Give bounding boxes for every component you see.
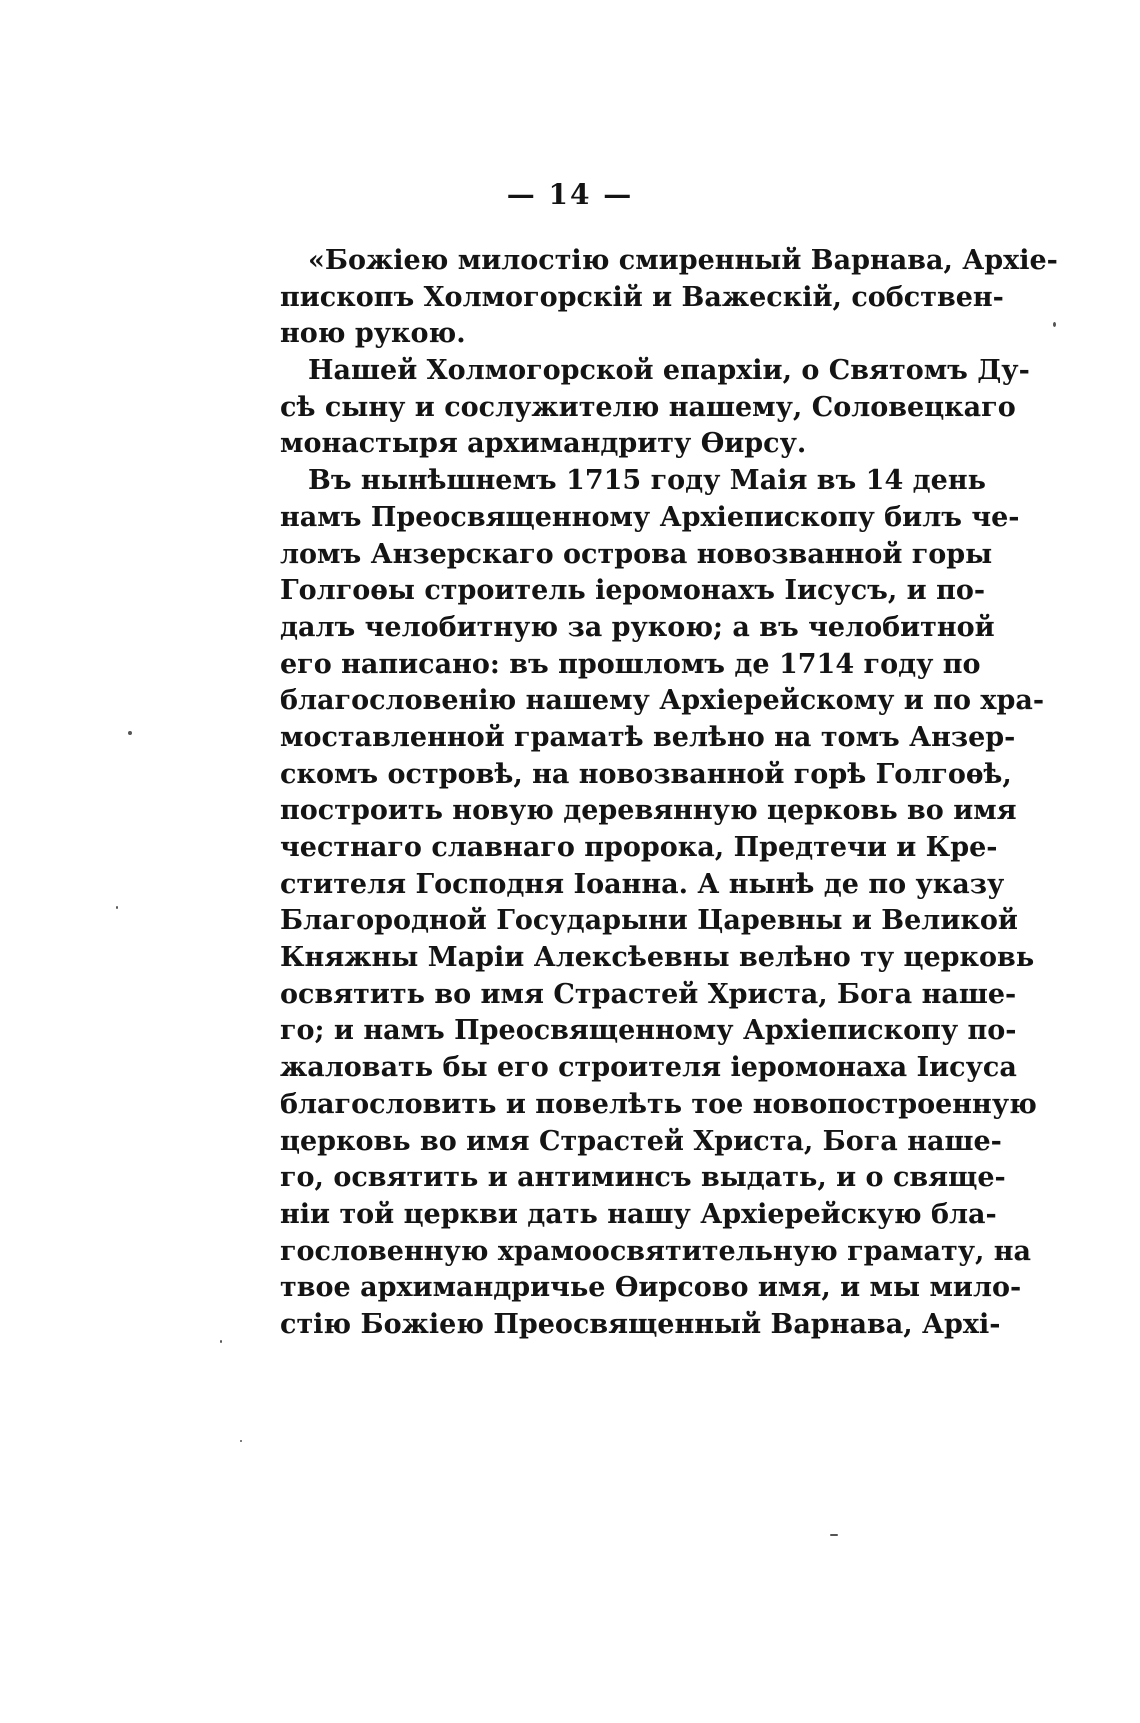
scan-speck bbox=[220, 1340, 222, 1343]
text-line: церковь во имя Страстей Христа, Бога наше- bbox=[280, 1125, 1002, 1157]
text-line: твое архимандричье Ѳирсово имя, и мы мило- bbox=[280, 1272, 1022, 1304]
text-line: го; и намъ Преосвященному Архіепископу по- bbox=[280, 1015, 1017, 1047]
text-line: далъ челобитную за рукою; а въ челобитной bbox=[280, 611, 995, 643]
text-line: Благородной Государыни Царевны и Великой bbox=[280, 905, 1018, 937]
text-line: ною рукою. bbox=[280, 318, 466, 350]
text-line: честнаго славнаго пророка, Предтечи и Кре- bbox=[280, 832, 998, 863]
text-line: ніи той церкви дать нашу Архіерейскую бла- bbox=[280, 1198, 997, 1230]
text-line: Въ нынѣшнемъ 1715 году Маія въ 14 день bbox=[308, 465, 986, 497]
scan-speck bbox=[830, 1534, 838, 1536]
text-line: монастыря архимандриту Ѳирсу. bbox=[280, 428, 807, 460]
text-line: стію Божіею Преосвященный Варнава, Архі- bbox=[280, 1308, 1001, 1340]
text-line: освятить во имя Страстей Христа, Бога наше- bbox=[280, 978, 1017, 1010]
scan-speck bbox=[240, 1440, 242, 1442]
text-line: стителя Господня Іоанна. А нынѣ де по указу bbox=[280, 868, 1005, 900]
text-line: его написано: въ прошломъ де 1714 году по bbox=[280, 648, 981, 680]
text-line: намъ Преосвященному Архіепископу билъ че- bbox=[280, 501, 1020, 533]
text-line: ломъ Анзерскаго острова новозванной горы bbox=[280, 538, 993, 570]
scan-speck bbox=[1053, 322, 1056, 327]
text-line: благословить и повелѣть тое новопостроенную bbox=[280, 1088, 1037, 1120]
text-line: Голгоѳы строитель іеромонахъ Іисусъ, и по- bbox=[280, 575, 986, 607]
text-line: Нашей Холмогорской епархіи, о Святомъ Ду- bbox=[308, 355, 1030, 387]
scan-speck bbox=[128, 731, 132, 735]
text-line: гословенную храмоосвятительную грамату, на bbox=[280, 1235, 1032, 1267]
text-line: моставленной граматѣ велѣно на томъ Анзер- bbox=[280, 721, 1016, 753]
text-line: го, освятить и антиминсъ выдать, и о свяще- bbox=[280, 1162, 1006, 1194]
text-line: «Божіею милостію смиренный Варнава, Архіе- bbox=[308, 245, 1058, 276]
text-line: жаловать бы его строителя іеромонаха Іисуса bbox=[280, 1052, 1017, 1084]
body-text bbox=[280, 243, 1058, 1344]
text-line: сѣ сыну и сослужителю нашему, Соловецкаго bbox=[280, 391, 1016, 423]
text-line: построить новую деревянную церковь во имя bbox=[280, 795, 1017, 827]
scan-speck bbox=[116, 906, 118, 909]
text-line: Княжны Маріи Алексѣевны велѣно ту церковь bbox=[280, 942, 1035, 974]
text-line: скомъ островѣ, на новозванной горѣ Голгоѳѣ, bbox=[280, 758, 1012, 790]
page-number: — 14 — bbox=[506, 178, 634, 211]
text-line: пископъ Холмогорскій и Важескій, собствен- bbox=[280, 281, 1004, 313]
text-line: благословенію нашему Архіерейскому и по хра- bbox=[280, 685, 1045, 717]
